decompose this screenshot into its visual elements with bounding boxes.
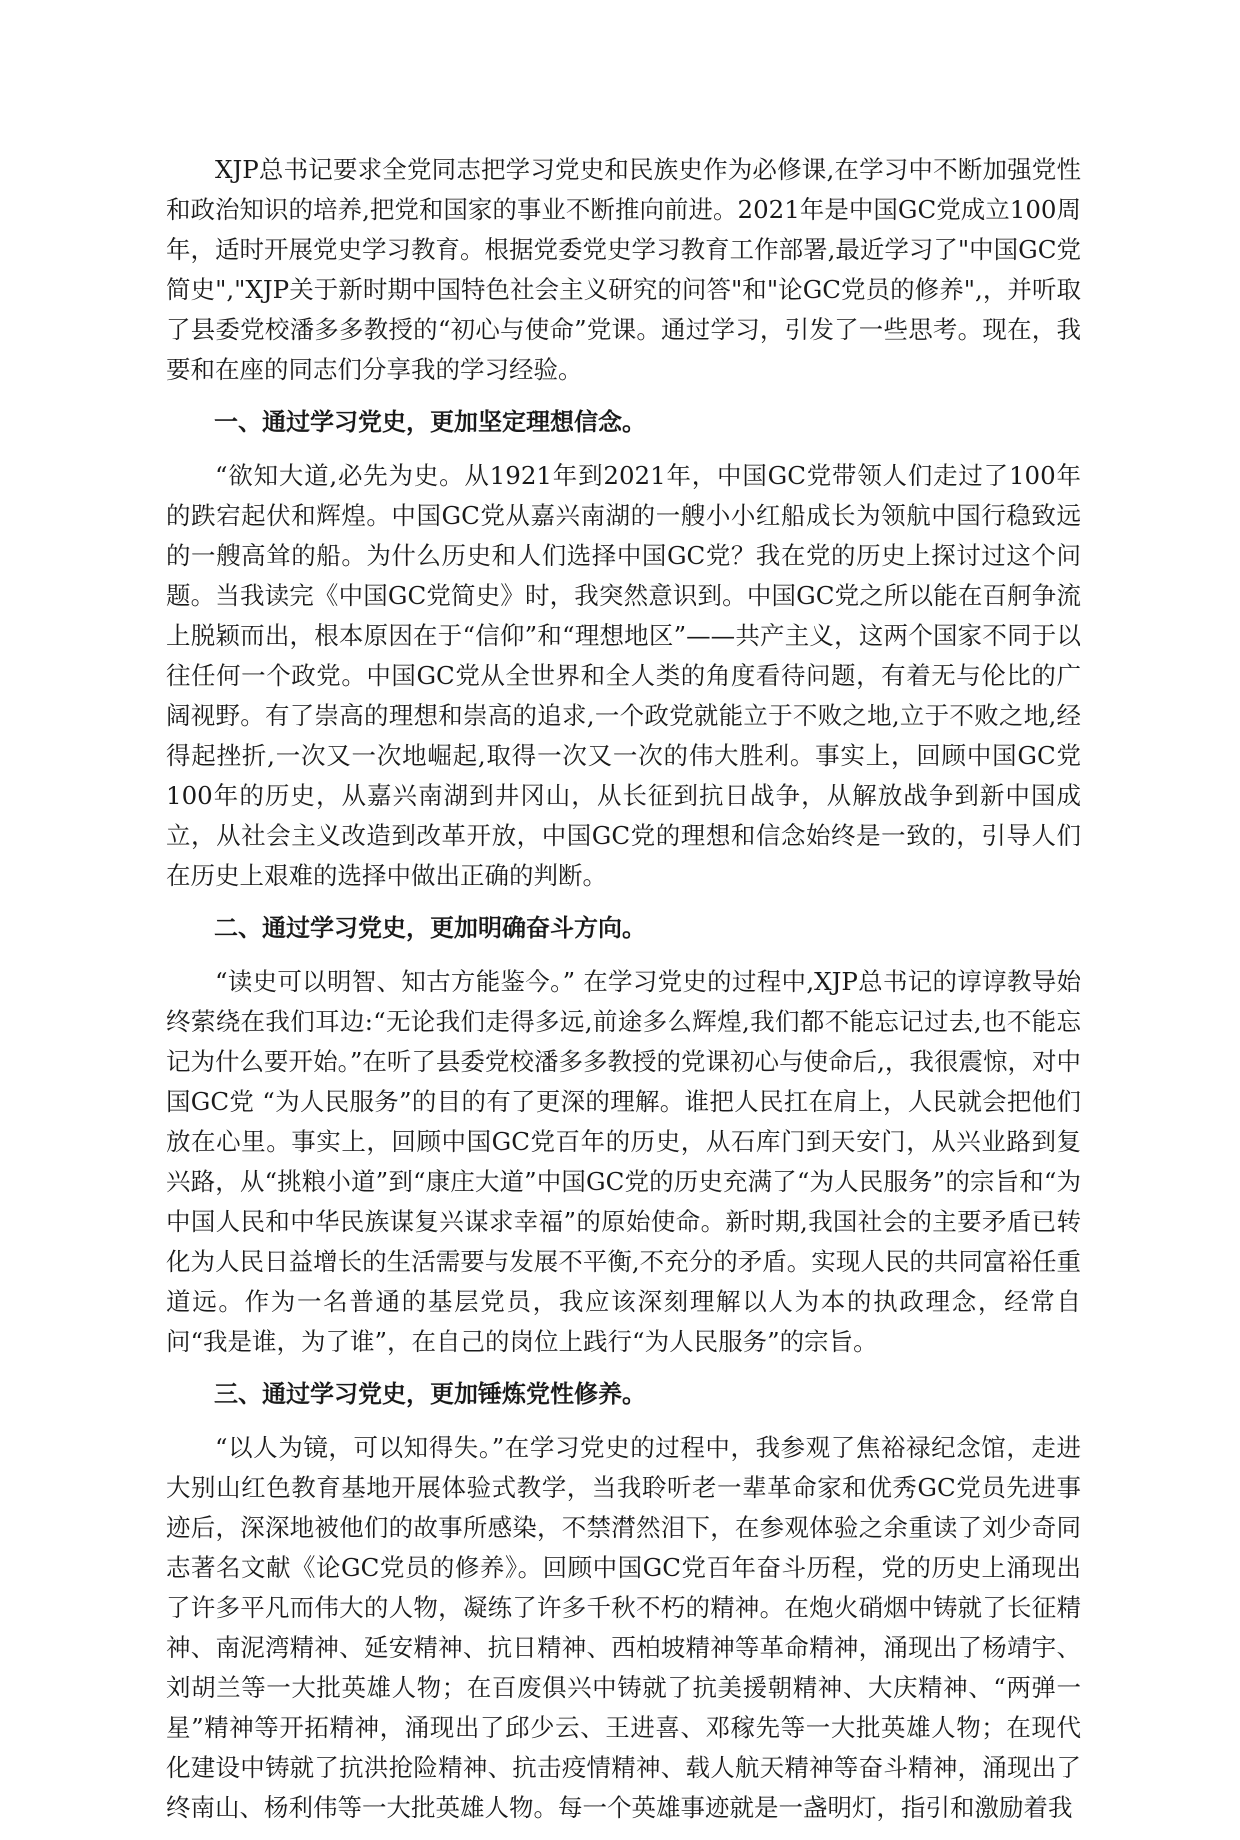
section-heading-1: 一、通过学习党史，更加坚定理想信念。 (214, 408, 646, 436)
section-1-paragraph: “欲知大道,必先为史。从1921年到2021年，中国GC党带领人们走过了100年的跌宕起伏和辉煌。中国GC党从嘉兴南湖的一艘小小红船成长为领航中国行稳致远的一艘高耸的船。为什么历史和人们选择中国GC党？我在党的历史上探讨过这个问题。当我读完《中国GC党简史》时，我突然意识到。中国GC党之所以能在百舸争流上脱颖而出，根本原因在于“信仰”和“理想地区”——共产主义，这两个国家不同于以往任何一个政党。中国GC党从全世界和全人类的角度看待问题，有着无与伦比的广阔视野。有了崇高的理想和崇高的追求,一个政党就能立于不败之地,立于不败之地,经得起挫折,一次又一次地崛起,取得一次又一次的伟大胜利。事实上，回顾中国GC党100年的历史，从嘉兴南湖到井冈山，从长征到抗日战争，从解放战争到新中国成立，从社会主义改造到改革开放，中国GC党的理想和信念始终是一致的，引导人们在历史上艰难的选择中做出正确的判断。 (166, 461, 1081, 890)
section-2-paragraph: “读史可以明智、知古方能鉴今。” 在学习党史的过程中,XJP总书记的谆谆教导始终萦绕在我们耳边:“无论我们走得多远,前途多么辉煌,我们都不能忘记过去,也不能忘记为什么要开始。”在听了县委党校潘多多教授的党课初心与使命后,，我很震惊，对中国GC党 “为人民服务”的目的有了更深的理解。谁把人民扛在肩上，人民就会把他们放在心里。事实上，回顾中国GC党百年的历史，从石库门到天安门，从兴业路到复兴路，从“挑粮小道”到“康庄大道”中国GC党的历史充满了“为人民服务”的宗旨和“为中国人民和中华民族谋复兴谋求幸福”的原始使命。新时期,我国社会的主要矛盾已转化为人民日益增长的生活需要与发展不平衡,不充分的矛盾。实现人民的共同富裕任重道远。作为一名普通的基层党员，我应该深刻理解以人为本的执政理念，经常自问“我是谁，为了谁”，在自己的岗位上践行“为人民服务”的宗旨。 (166, 967, 1081, 1356)
section-heading-3: 三、通过学习党史，更加锤炼党性修养。 (214, 1380, 646, 1408)
intro-paragraph: XJP总书记要求全党同志把学习党史和民族史作为必修课,在学习中不断加强党性和政治知识的培养,把党和国家的事业不断推向前进。2021年是中国GC党成立100周年，适时开展党史学习教育。根据党委党史学习教育工作部署,最近学习了"中国GC党简史","XJP关于新时期中国特色社会主义研究的问答"和"论GC党员的修养",，并听取了县委党校潘多多教授的“初心与使命”党课。通过学习，引发了一些思考。现在，我要和在座的同志们分享我的学习经验。 (166, 155, 1081, 384)
section-heading-2: 二、通过学习党史，更加明确奋斗方向。 (214, 914, 646, 942)
section-3-paragraph: “以人为镜，可以知得失。”在学习党史的过程中，我参观了焦裕禄纪念馆，走进大别山红色教育基地开展体验式教学，当我聆听老一辈革命家和优秀GC党员先进事迹后，深深地被他们的故事所感染，不禁潸然泪下，在参观体验之余重读了刘少奇同志著名文献《论GC党员的修养》。回顾中国GC党百年奋斗历程，党的历史上涌现出了许多平凡而伟大的人物，凝练了许多千秋不朽的精神。在炮火硝烟中铸就了长征精神、南泥湾精神、延安精神、抗日精神、西柏坡精神等革命精神，涌现出了杨靖宇、刘胡兰等一大批英雄人物；在百废俱兴中铸就了抗美援朝精神、大庆精神、“两弹一星”精神等开拓精神，涌现出了邱少云、王进喜、邓稼先等一大批英雄人物；在现代化建设中铸就了抗洪抢险精神、抗击疫情精神、载人航天精神等奋斗精神，涌现出了终南山、杨利伟等一大批英雄人物。每一个英雄事迹就是一盏明灯，指引和激励着我 (166, 1433, 1081, 1822)
document-page (166, 150, 1081, 1840)
